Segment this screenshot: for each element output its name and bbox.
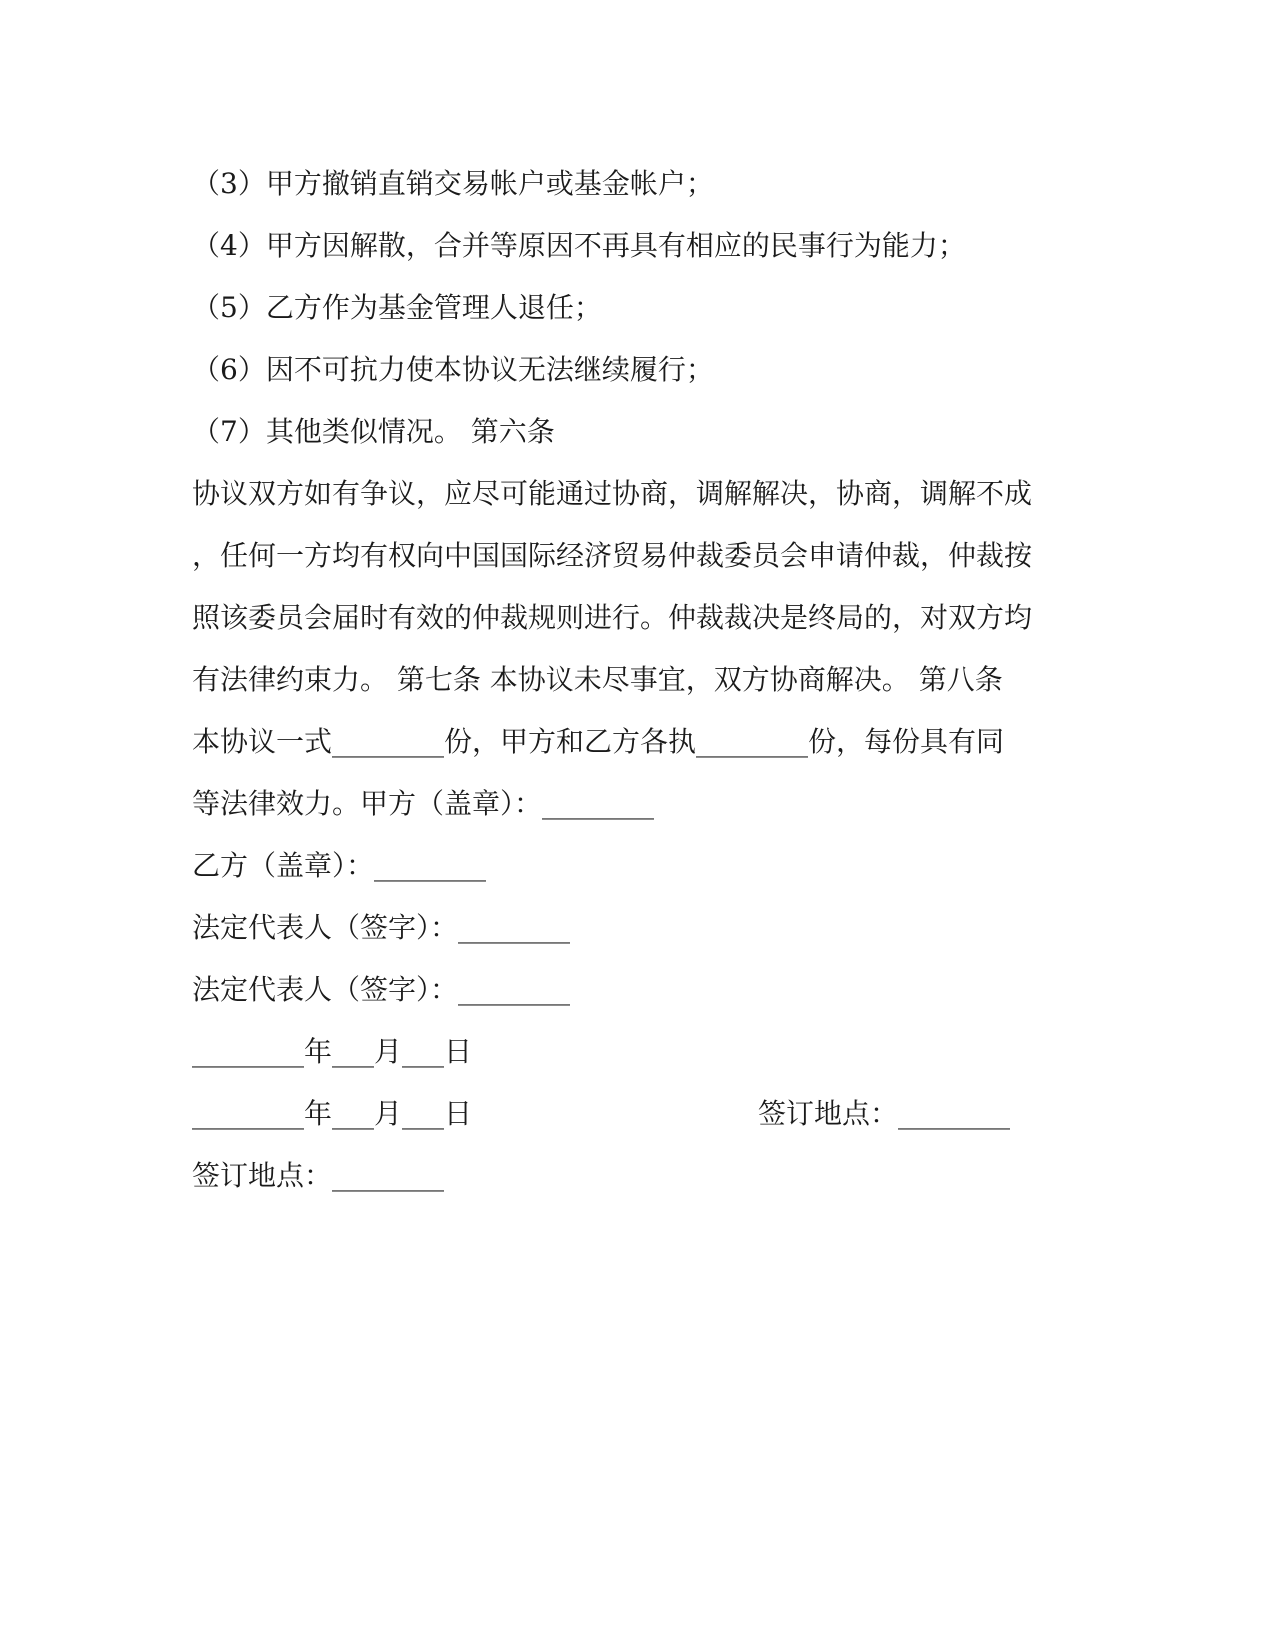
clause-item-3: （3）甲方撤销直销交易帐户或基金帐户； bbox=[192, 167, 714, 200]
clause-item-5: （5）乙方作为基金管理人退任； bbox=[192, 291, 602, 324]
clause-item-6: （6）因不可抗力使本协议无法继续履行； bbox=[192, 353, 714, 386]
paragraph-line: 协议双方如有争议，应尽可能通过协商，调解解决，协商，调解不成 bbox=[192, 477, 1033, 510]
paragraph-line: 照该委员会届时有效的仲裁规则进行。仲裁裁决是终局的，对双方均 bbox=[192, 601, 1033, 634]
date-line-b-row bbox=[192, 1094, 1011, 1134]
signing-place-b: 签订地点：________ bbox=[192, 1159, 445, 1192]
party-a-seal-line: 等法律效力。甲方（盖章）：________ bbox=[192, 787, 655, 820]
clause-item-7: （7）其他类似情况。 第六条 bbox=[192, 415, 555, 448]
clause-item-4: （4）甲方因解散，合并等原因不再具有相应的民事行为能力； bbox=[192, 229, 966, 262]
signing-place-a: 签订地点：________ bbox=[758, 1097, 1011, 1130]
legal-rep-signature-a: 法定代表人（签字）：________ bbox=[192, 911, 571, 944]
paragraph-line: ，任何一方均有权向中国国际经济贸易仲裁委员会申请仲裁，仲裁按 bbox=[192, 539, 1033, 572]
date-line-a: ________年___月___日 bbox=[192, 1035, 473, 1068]
legal-rep-signature-b: 法定代表人（签字）：________ bbox=[192, 973, 571, 1006]
paragraph-line: 本协议一式________份，甲方和乙方各执________份，每份具有同 bbox=[192, 725, 1005, 758]
date-line-b: ________年___月___日 bbox=[192, 1097, 473, 1130]
paragraph-line: 有法律约束力。 第七条 本协议未尽事宜，双方协商解决。 第八条 bbox=[192, 663, 1003, 696]
party-b-seal-line: 乙方（盖章）：________ bbox=[192, 849, 487, 882]
